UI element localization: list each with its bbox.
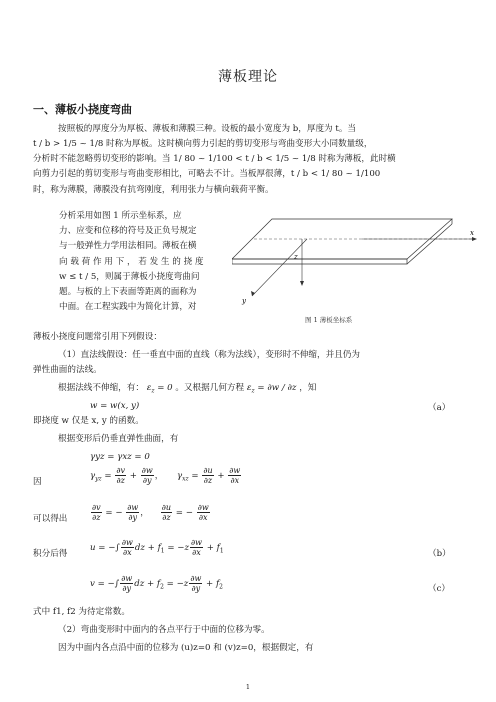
integrate-label: 积分后得 — [33, 549, 68, 559]
equation-b-label: （b） — [428, 549, 451, 559]
wrap-line: 分析采用如图 1 所示坐标系，应 — [59, 211, 182, 221]
wrap-line: 向 载 荷 作 用 下 ， 若 发 生 的 挠 度 — [59, 256, 204, 267]
plate-diagram — [232, 211, 482, 321]
still-normal-text: 根据变形后仍垂直弹性曲面，有 — [58, 434, 179, 444]
axis-x-label: x — [470, 229, 474, 237]
equation-a — [90, 399, 139, 414]
deflection-note: 即挠度 w 仅是 x, y 的函数。 — [33, 416, 144, 426]
undetermined-constants: 式中 f1, f2 为待定常数。 — [33, 607, 130, 617]
axis-z-label: z — [294, 253, 298, 261]
assumption-intro: 薄板小挠度问题常引用下列假设： — [33, 332, 162, 342]
equation-c-label: （c） — [428, 584, 451, 594]
wrap-line: 力、应变和位移的符号及正负号规定 — [59, 226, 197, 237]
assumption-1-cont: 弹性曲面的法线。 — [33, 365, 102, 375]
wrap-line: 与一般弹性力学用法相同。薄板在横 — [59, 241, 197, 252]
figure-caption: 图 1 薄板坐标系 — [305, 316, 353, 324]
text-segment: ，知 — [299, 383, 317, 393]
wrap-line: 题。与板的上下表面等距离的面称为 — [59, 287, 197, 298]
figure-coordinate-system — [232, 211, 482, 321]
gamma-equation — [90, 450, 150, 465]
math-epsilon: $\varepsilon_z = 0$ — [146, 383, 173, 395]
derived-equations: $\frac{\partial v}{\partial z}$ = − $\frac{\partial w}{\partial y}$ ， $\frac{\partial u}{\partial z}$ = − $\frac{\partial w}{\partial x}$ — [92, 503, 209, 522]
obtain-label: 可以得出 — [33, 514, 68, 524]
normal-condition — [58, 381, 316, 399]
wrapped-paragraph — [59, 209, 221, 315]
assumption-2: （2）弯曲变形时中面内的各点平行于中面的位移为零。 — [58, 625, 270, 635]
page-title: 薄板理论 — [218, 69, 278, 85]
para-line: 向剪力引起的剪切变形与弯曲变形相比，可略去不计。当板厚很薄，t / b < 1/ 80 ~ 1/100 — [33, 169, 381, 180]
assumption-1: （1）直法线假设：任一垂直中面的直线（称为法线），变形时不伸缩，并且仍为 — [58, 350, 360, 360]
gamma-eq-text: γyz = γxz = 0 — [90, 452, 150, 462]
axis-y-label: y — [242, 297, 246, 305]
wrap-line: w ≤ t / 5，则属于薄板小挠度弯曲问 — [59, 271, 200, 282]
para-line: t / b > 1/5 ~ 1/8 时称为厚板。这时横向剪力引起的剪切变形与弯曲变形大小同数量级， — [33, 139, 373, 149]
equation-b: u = −∫ $\frac{\partial w}{\partial x}$ dz + $f_1 = -z$ $\frac{\partial w}{\partial x}$ + $f_1$ — [90, 538, 224, 557]
para-line: 分析时不能忽略剪切变形的影响。当 1/ 80 ~ 1/100 < t / b < 1/5 ~ 1/8 时称为薄板，此时横 — [33, 154, 396, 165]
text-segment: 。又根据几何方程 — [175, 383, 245, 393]
equation-a-label: （a） — [428, 403, 451, 413]
text-segment: 根据法线不伸缩，有： — [58, 383, 144, 393]
para-line: 按照板的厚度分为厚板、薄板和薄膜三种。设板的最小宽度为 b，厚度为 t。当 — [58, 124, 357, 134]
equation-c: v = −∫ $\frac{\partial w}{\partial y}$ dz + $f_2 = -z$ $\frac{\partial w}{\partial y}$ + $f_2$ — [90, 574, 223, 593]
section-heading: 一、薄板小挠度弯曲 — [33, 103, 132, 116]
page-number: 1 — [245, 683, 251, 691]
math-geometric: $\varepsilon_z = \partial w / \partial z$ — [246, 383, 297, 395]
midplane-displacement: 因为中面内各点沿中面的位移为 (u)z=0 和 (v)z=0，根据假定，有 — [58, 643, 314, 653]
because-label: 因 — [33, 477, 42, 487]
paragraph-intro-rest — [33, 137, 473, 198]
para-line: 时，称为薄膜，薄膜没有抗弯刚度，利用张力与横向载荷平衡。 — [33, 184, 274, 195]
shear-strain-equations: $\gamma_{yz}$ = $\frac{\partial v}{\partial z}$ + $\frac{\partial w}{\partial y}$ ， $\gamma_{xz}$ = $\frac{\partial u}{\partial z}$ + $\frac{\partial w}{\partial x}$ — [90, 466, 241, 485]
eq-a-text: w = w(x, y) — [90, 401, 140, 411]
paragraph-intro — [58, 122, 468, 137]
wrap-line: 中面。在工程实践中为简化计算，对 — [59, 302, 197, 313]
